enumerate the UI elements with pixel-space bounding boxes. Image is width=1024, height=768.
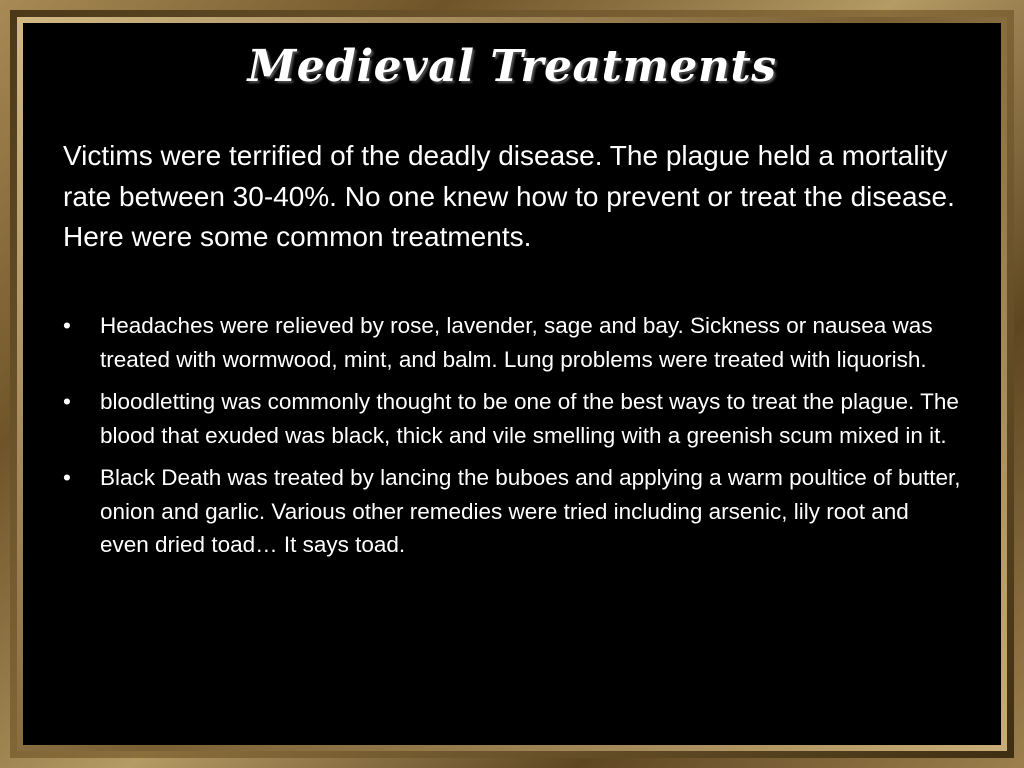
list-item [63,309,961,376]
list-item [63,461,961,562]
bullet-text: bloodletting was commonly thought to be one of the best ways to treat the plague. The blood that exuded was black, thick and vile smelling with a greenish scum mixed in it. [100,389,959,448]
slide-canvas [23,23,1001,745]
bullet-marker: • [63,389,71,414]
bullet-text: Black Death was treated by lancing the buboes and applying a warm poultice of butter, onion and garlic. Various other remedies were tried including arsenic, lily root and even dried toad… It says toad. [100,465,961,557]
treatment-list [63,309,961,571]
intro-paragraph: Victims were terrified of the deadly disease. The plague held a mortality rate between 30-40%. No one knew how to prevent or treat the disease. Here were some common treatments. [63,140,955,252]
bullet-marker: • [63,313,71,338]
bullet-text: Headaches were relieved by rose, lavender, sage and bay. Sickness or nausea was treated with wormwood, mint, and balm. Lung problems were treated with liquorish. [100,313,933,372]
bullet-marker: • [63,465,71,490]
list-item [63,385,961,452]
slide-title: Medieval Treatments [247,41,777,92]
